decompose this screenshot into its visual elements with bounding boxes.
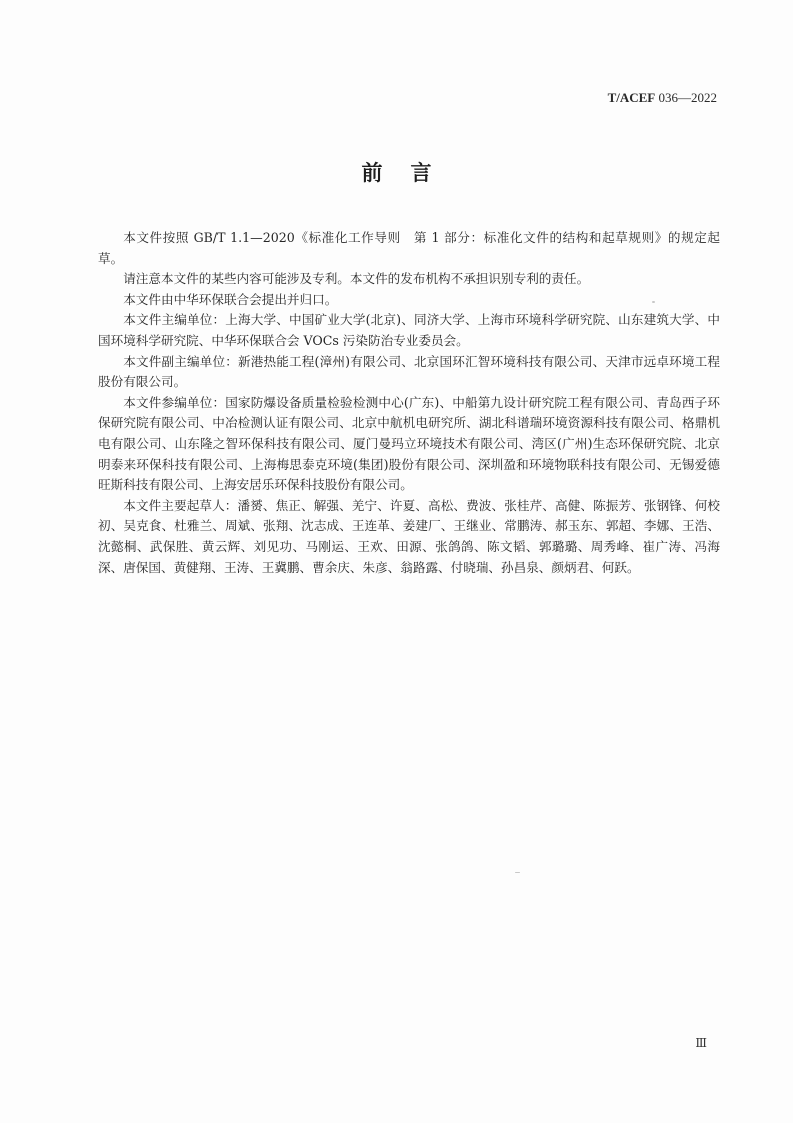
preface-body (98, 228, 720, 578)
paragraph-patent-notice: 请注意本文件的某些内容可能涉及专利。本文件的发布机构不承担识别专利的责任。 (123, 271, 590, 287)
section-heading: 前言 (361, 161, 460, 185)
paragraph-proposer: 本文件由中华环保联合会提出并归口。 (123, 291, 338, 307)
scan-speck (515, 872, 520, 873)
paragraph-deputy-editors: 本文件副主编单位：新港热能工程(漳州)有限公司、北京国环汇智环境科技有限公司、天津市远卓环境工程股份有限公司。 (98, 353, 720, 390)
paragraph-chief-editors: 本文件主编单位：上海大学、中国矿业大学(北京)、同济大学、上海市环境科学研究院、山东建筑大学、中国环境科学研究院、中华环保联合会 VOCs 污染防治专业委员会。 (98, 312, 720, 348)
paragraph-drafting-rules: 本文件按照 GB/T 1.1—2020《标准化工作导则 第 1 部分：标准化文件的结构和起草规则》的规定起草。 (98, 230, 720, 266)
scan-speck (652, 301, 655, 303)
document-code (608, 90, 717, 106)
paragraph-drafters: 本文件主要起草人：潘赟、焦正、解强、羌宁、许夏、高松、费波、张桂芹、高健、陈振芳、张钢锋、何校初、吴克食、杜雅兰、周斌、张翔、沈志成、王连革、姜建厂、王继业、常鹏涛、郝玉东、郭超、李娜、王浩、沈懿桐、武保胜、黄云辉、刘见功、马刚运、王欢、田源、张鸽鸽、陈文韬、郭璐璐、周秀峰、崔广涛、冯海深、唐保国、黄健翔、王涛、王冀鹏、曹余庆、朱彦、翁路露、付晓瑞、孙昌泉、颜炳君、何跃。 (98, 497, 720, 575)
page-number: Ⅲ (695, 1036, 707, 1050)
standard-prefix: T/ACEF (607, 90, 656, 105)
paragraph-participating-units: 本文件参编单位：国家防爆设备质量检验检测中心(广东)、中船第九设计研究院工程有限公司、青岛西子环保研究院有限公司、中冶检测认证有限公司、北京中航机电研究所、湖北科谱瑞环境资源科技有限公司、格鼎机电有限公司、山东隆之智环保科技有限公司、厦门曼玛立环境技术有限公司、湾区(广州)生态环保研究院、北京明泰来环保科技有限公司、上海梅思泰克环境(集团)股份有限公司、深圳盈和环境物联科技有限公司、无锡爱德旺斯科技有限公司、上海安居乐环保科技股份有限公司。 (98, 394, 720, 493)
standard-number: 036—2022 (658, 90, 717, 105)
